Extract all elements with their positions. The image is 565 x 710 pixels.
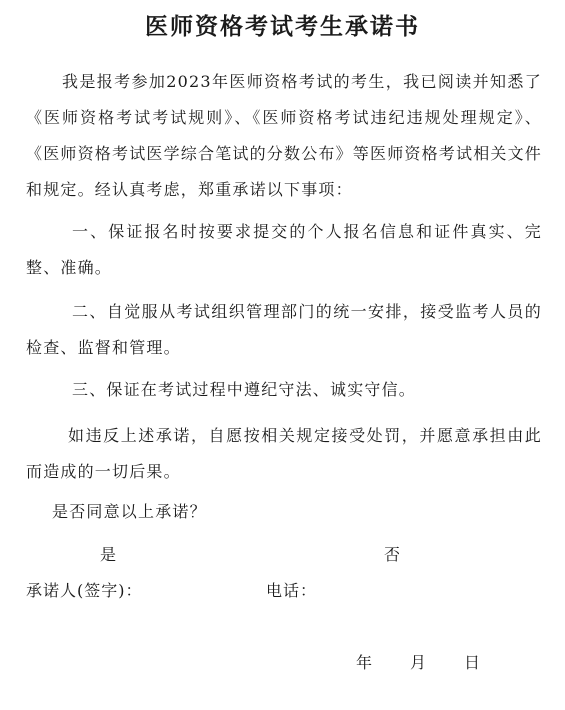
consequence-paragraph: 如违反上述承诺，自愿按相关规定接受处罚，并愿意承担由此而造成的一切后果。 [26,426,542,481]
commitment-item-2: 二、自觉服从考试组织管理部门的统一安排，接受监考人员的检查、监督和管理。 [26,302,542,357]
signature-label: 承诺人(签字)： [26,581,143,600]
commitment-item-1: 一、保证报名时按要求提交的个人报名信息和证件真实、完整、准确。 [26,222,542,277]
commitment-item-3: 三、保证在考试过程中遵纪守法、诚实守信。 [72,380,417,399]
date-day-label: 日 [464,653,481,672]
phone-label: 电话： [266,581,318,600]
intro-paragraph: 我是报考参加2023年医师资格考试的考生，我已阅读并知悉了《医师资格考试考试规则》、《医师资格考试违纪违规处理规定》、《医师资格考试医学综合笔试的分数公布》等医师资格考试相关文件和规定。经认真考虑，郑重承诺以下事项： [26,72,543,199]
option-yes[interactable]: 是 [100,545,117,564]
document-title: 医师资格考试考生承诺书 [145,14,420,40]
option-no[interactable]: 否 [384,545,401,564]
date-year-label: 年 [356,653,373,672]
agreement-question: 是否同意以上承诺？ [52,502,207,521]
date-month-label: 月 [410,653,427,672]
